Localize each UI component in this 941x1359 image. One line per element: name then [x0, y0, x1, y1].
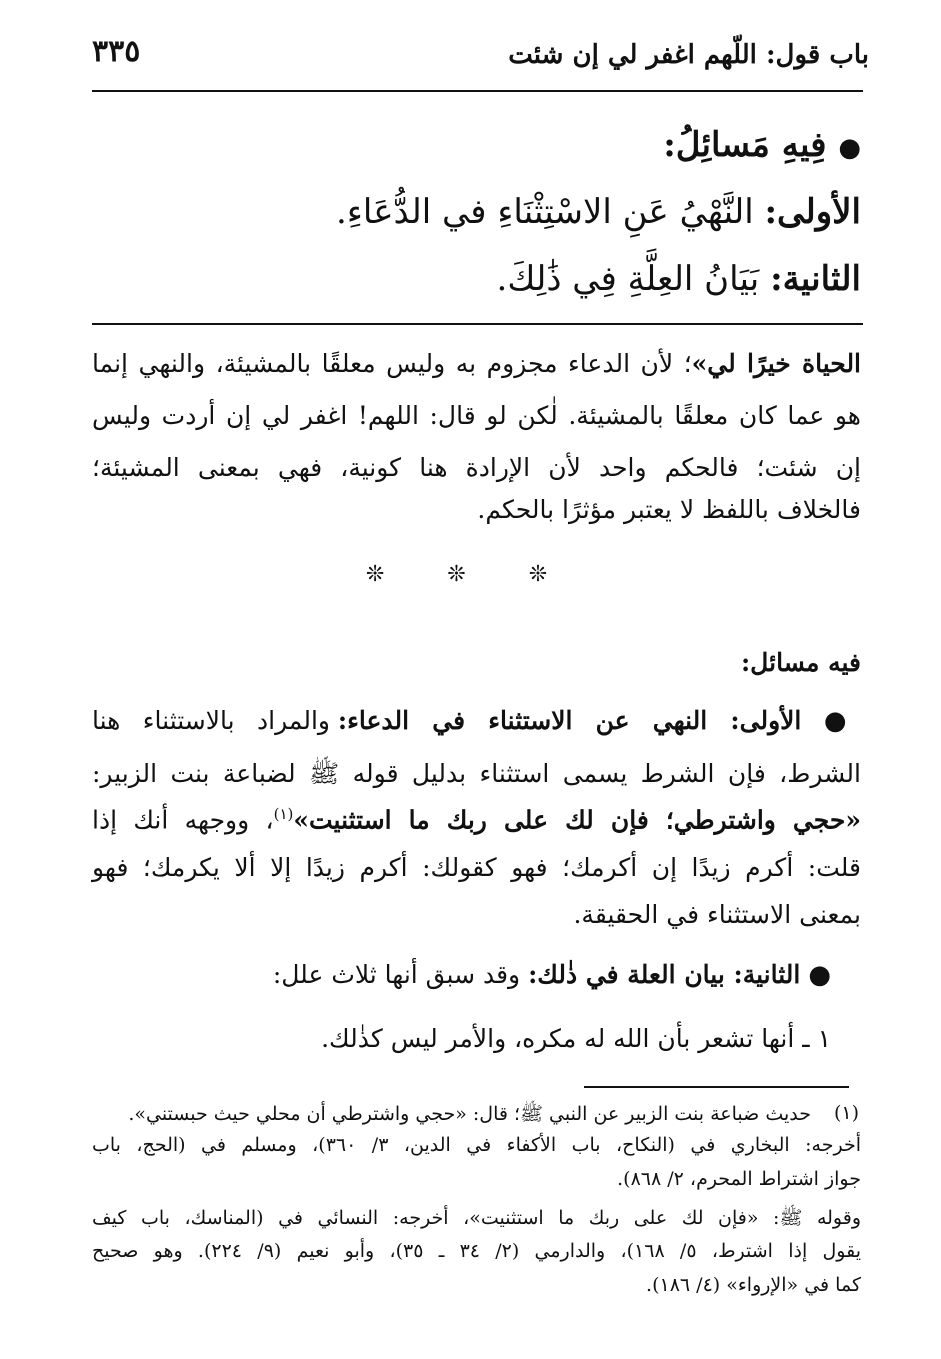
footnote-line-5: يقول إذا اشترط، ٥/ ١٦٨)، والدارمي (٢/ ٣٤ ـ ٣٥)، وأبو نعيم (٩/ ٢٢٤). وهو صحيح — [92, 1240, 862, 1262]
matn-second-label: الثانية: — [770, 259, 861, 299]
sharh-top-line-2: هو عما كان معلقًا بالمشيئة. لٰكن لو قال: اللهم! اغفر لي إن أردت وليس — [92, 401, 861, 430]
sharh-top-line-3: إن شئت؛ فالحكم واحد لأن الإرادة هنا كونية، فهي بمعنى المشيئة؛ — [92, 453, 861, 482]
sharh-first-line-1: ● الأولى: النهي عن الاستثناء في الدعاء: والمراد بالاستثناء هنا — [92, 706, 862, 736]
matn-second-text: بَيَانُ العِلَّةِ فِي ذَٰلِكَ. — [496, 259, 760, 299]
footnote-rule — [584, 1086, 849, 1088]
footnote-line-2: أخرجه: البخاري في (النكاح، باب الأكفاء في الدين، ٣/ ٣٦٠)، ومسلم في (الحج، باب — [92, 1134, 861, 1156]
footnote-line-4: وقوله ﷺ: «فإن لك على ربك ما استثنيت»، أخرجه: النسائي في (المناسك، باب كيف — [92, 1207, 861, 1229]
sharh-first-line-2: الشرط، فإن الشرط يسمى استثناء بدليل قوله ﷺ لضباعة بنت الزبير: — [92, 759, 861, 788]
sharh-first-line-3: «حجي واشترطي؛ فإن لك على ربك ما استثنيت»$^{(١)}$، ووجهه أنك إذا — [92, 805, 861, 835]
footnote-marker: (١) — [833, 1102, 859, 1124]
section-separator-stars: ❊ ❊ ❊ — [365, 562, 576, 587]
bullet-icon: ● — [808, 960, 831, 990]
sharh-masail-heading: فيه مسائل: — [740, 648, 861, 677]
footnote-line-6: كما في «الإرواء» (٤/ ١٨٦). — [646, 1274, 861, 1296]
sharh-first-line-4: قلت: أكرم زيدًا إن أكرمك؛ فهو كقولك: أكرم زيدًا إلا ألا يكرمك؛ فهو — [92, 853, 861, 882]
matn-first-issue — [336, 192, 861, 232]
matn-second-issue — [496, 259, 861, 299]
matn-separator-rule — [92, 323, 863, 325]
sharh-reason-1: ١ ـ أنها تشعر بأن الله له مكره، والأمر ليس كذٰلك. — [321, 1024, 831, 1053]
bullet-icon: ● — [823, 706, 862, 736]
running-header-title: باب قول: اللّهم اغفر لي إن شئت — [508, 40, 869, 70]
matn-first-text: النَّهْيُ عَنِ الاسْتِثْنَاءِ في الدُّعَاءِ. — [336, 192, 754, 232]
sharh-top-line-4: فالخلاف باللفظ لا يعتبر مؤثرًا بالحكم. — [477, 495, 861, 524]
bullet-icon: ● — [838, 133, 861, 163]
sharh-first-line-5: بمعنى الاستثناء في الحقيقة. — [573, 900, 861, 929]
sharh-second-issue: ● الثانية: بيان العلة في ذٰلك: وقد سبق أنها ثلاث علل: — [272, 960, 831, 990]
footnote-line-3: جواز اشتراط المحرم، ٢/ ٨٦٨). — [617, 1168, 861, 1190]
page-number: ٣٣٥ — [92, 34, 141, 69]
matn-heading: ● فِيهِ مَسائِلُ: — [663, 125, 861, 165]
footnote-reference: (١) — [273, 805, 294, 823]
sharh-top-line-1: الحياة خيرًا لي»؛ لأن الدعاء مجزوم به وليس معلقًا بالمشيئة، والنهي إنما — [92, 349, 862, 378]
footnote-line-1: حديث ضباعة بنت الزبير عن النبي ﷺ؛ قال: «حجي واشترطي أن محلي حيث حبستني». — [128, 1103, 811, 1125]
header-rule — [92, 90, 863, 92]
matn-first-label: الأولى: — [764, 192, 861, 232]
